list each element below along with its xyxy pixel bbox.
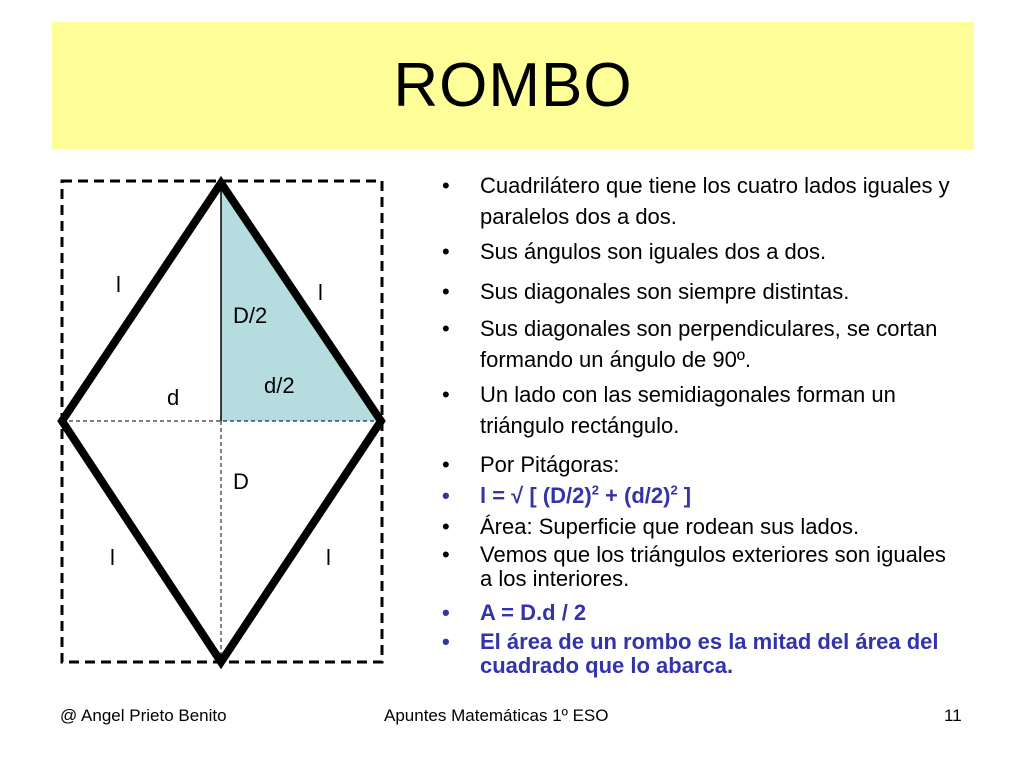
bullet-pythagoras: • Por Pitágoras: <box>442 452 620 477</box>
bullet-right-triangle: • Un lado con las semidiagonales forman un triángulo rectángulo. <box>442 382 896 438</box>
bullet-area-definition: • Área: Superficie que rodean sus lados. <box>442 514 860 539</box>
bullet-diagonals-perpendicular: • Sus diagonales son perpendiculares, se cortan formando un ángulo de 90º. <box>442 316 938 372</box>
label-half-d: d/2 <box>264 373 295 398</box>
footer-page-number: 11 <box>944 706 962 725</box>
label-side-top-right: l <box>318 280 323 305</box>
bullet-side-formula: • l = √ [ $(D/2)^2 + (d/2)^2$ ] <box>442 482 692 508</box>
label-half-D: D/2 <box>233 303 268 328</box>
footer-course: Apuntes Matemáticas 1º ESO <box>384 706 609 725</box>
bullet-diagonals-distinct: • Sus diagonales son siempre distintas. <box>442 279 850 304</box>
bullet-angles: • Sus ángulos son iguales dos a dos. <box>442 239 827 264</box>
bullet-area-formula: • A = D.d / 2 <box>442 600 587 625</box>
label-side-top-left: l <box>116 272 121 297</box>
label-D: D <box>233 469 249 494</box>
label-side-bottom-left: l <box>110 545 115 570</box>
bullet-area-conclusion: • El área de un rombo es la mitad del área del cuadrado que lo abarca. <box>442 629 939 678</box>
footer-author: @ Angel Prieto Benito <box>60 706 227 725</box>
label-d: d <box>167 385 180 410</box>
bullet-definition: • Cuadrilátero que tiene los cuatro lados iguales y paralelos dos a dos. <box>442 173 950 229</box>
label-side-bottom-right: l <box>326 545 331 570</box>
slide-title: ROMBO <box>393 51 633 120</box>
bullet-exterior-triangles: • Vemos que los triángulos exteriores son iguales a los interiores. <box>442 542 946 591</box>
